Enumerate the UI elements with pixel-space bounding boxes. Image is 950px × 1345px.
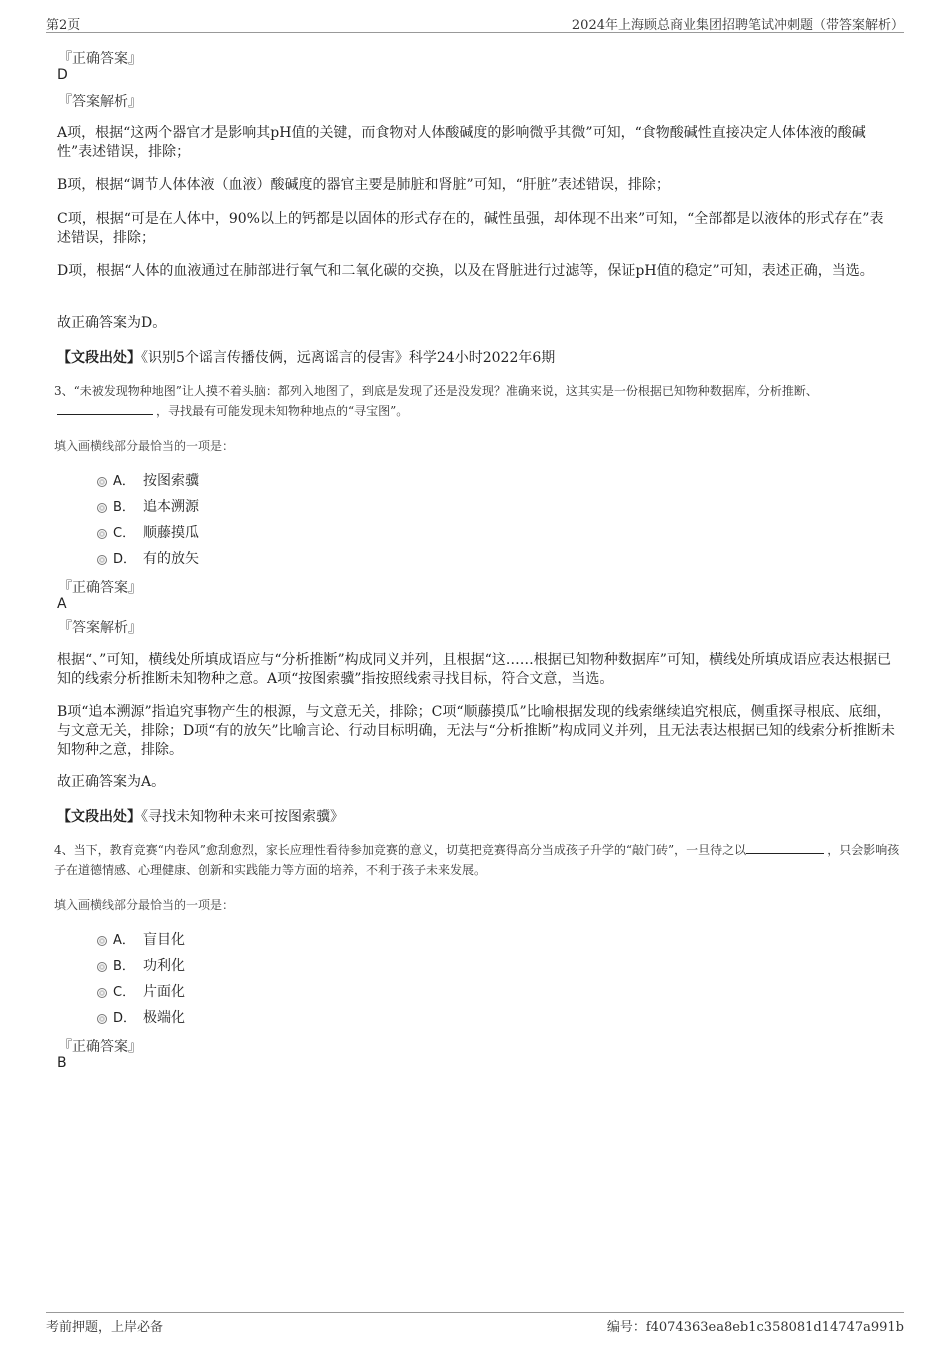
document-title: 2024年上海顾总商业集团招聘笔试冲刺题（带答案解析）: [571, 18, 904, 33]
q2-analysis-a: A项，根据“这两个器官才是影响其pH值的关键，而食物对人体酸碱度的影响微乎其微”可知，“食物酸碱性直接决定人体体液的酸碱性”表述错误，排除；: [57, 125, 866, 160]
q2-analysis-d: D项，根据“人体的血液通过在肺部进行氧气和二氧化碳的交换，以及在肾脏进行过滤等，保证pH值的稳定”可知，表述正确，当选。: [57, 263, 874, 279]
q3-prompt: 填入画横线部分最恰当的一项是：: [54, 439, 235, 453]
radio-icon[interactable]: [97, 477, 107, 487]
q2-analysis-b: B项，根据“调节人体体液（血液）酸碱度的器官主要是肺脏和肾脏”可知，“肝脏”表述错误，排除；: [57, 177, 670, 193]
q2-answer: D: [57, 67, 68, 83]
q4-option-c[interactable]: C． 片面化: [97, 981, 185, 1001]
q3-option-a[interactable]: A． 按图索骥: [97, 470, 199, 490]
radio-icon[interactable]: [97, 962, 107, 972]
q4-option-a[interactable]: A． 盲目化: [97, 929, 185, 949]
q2-analysis-c: C项，根据“可是在人体中，90%以上的钙都是以固体的形式存在的，碱性虽强，却体现不出来”可知，“全部都是以液体的形式存在”表述错误，排除；: [57, 211, 884, 246]
radio-icon[interactable]: [97, 503, 107, 513]
q2-source: [57, 347, 555, 367]
q4-option-b[interactable]: B． 功利化: [97, 955, 185, 975]
page-footer: [46, 1312, 904, 1335]
q3-answer-label: 『正确答案』: [58, 580, 142, 596]
q3-source-text: 《寻找未知物种未来可按图索骥》: [141, 809, 344, 825]
q4-answer-label: 『正确答案』: [58, 1039, 142, 1055]
q3-stem-after: ，寻找最有可能发现未知物种地点的“寻宝图”。: [156, 404, 409, 418]
q2-source-label: 【文段出处】: [57, 350, 141, 366]
q2-source-text: 《识别5个谣言传播伎俩，远离谣言的侵害》科学24小时2022年6期: [141, 350, 556, 366]
q3-analysis-label: 『答案解析』: [58, 620, 142, 636]
q4-stem-after: ，只会影响孩子在道德情感、心理健康、创新和实践能力等方面的培养，不利于孩子未来发展。: [54, 843, 900, 877]
q4-stem-before: 4、当下，教育竞赛“内卷风”愈刮愈烈，家长应理性看待参加竞赛的意义，切莫把竞赛得高分当成孩子升学的“敲门砖”，一旦待之以: [54, 843, 747, 857]
page-header: [46, 14, 904, 33]
q3-conclusion: 故正确答案为A。: [57, 774, 166, 790]
radio-icon[interactable]: [97, 936, 107, 946]
q3-source: [57, 806, 344, 826]
q3-stem-before: 3、“未被发现物种地图”让人摸不着头脑：都列入地图了，到底是发现了还是没发现？准确来说，这其实是一份根据已知物种数据库，分析推断、: [54, 384, 818, 398]
q3-option-b[interactable]: B． 追本溯源: [97, 496, 199, 516]
q3-analysis-main: 根据“、”可知，横线处所填成语应与“分析推断”构成同义并列，且根据“这……根据已知物种数据库”可知，横线处所填成语应表达根据已知的线索分析推断未知物种之意。A项“按图索骥”指按照线索寻找目标，符合文意，当选。: [57, 652, 891, 687]
q3-option-d[interactable]: D． 有的放矢: [97, 548, 199, 568]
page-number: 第2页: [46, 18, 81, 33]
radio-icon[interactable]: [97, 1014, 107, 1024]
q2-analysis-label: 『答案解析』: [58, 94, 142, 110]
q2-answer-label: 『正确答案』: [58, 51, 142, 67]
q3-analysis-others: B项“追本溯源”指追究事物产生的根源，与文意无关，排除；C项“顺藤摸瓜”比喻根据发现的线索继续追究根底，侧重探寻根底、底细，与文意无关，排除；D项“有的放矢”比喻言论、行动目标明确，无法与“分析推断”构成同义并列，且无法表达根据已知的线索分析推断未知物种之意，排除。: [57, 704, 895, 758]
radio-icon[interactable]: [97, 988, 107, 998]
q4-answer: B: [57, 1055, 67, 1071]
q3-answer: A: [57, 596, 67, 612]
document-id: 编号：f4074363ea8eb1c358081d14747a991b: [606, 1320, 904, 1335]
footer-slogan: 考前押题，上岸必备: [46, 1320, 164, 1335]
q3-blank: [57, 402, 153, 415]
q3-stem: [54, 381, 904, 421]
q4-prompt: 填入画横线部分最恰当的一项是：: [54, 898, 235, 912]
q4-blank: [746, 841, 824, 854]
q3-source-label: 【文段出处】: [57, 809, 141, 825]
q4-stem: [54, 840, 904, 880]
radio-icon[interactable]: [97, 555, 107, 565]
q4-option-d[interactable]: D． 极端化: [97, 1007, 185, 1027]
q2-conclusion: 故正确答案为D。: [57, 315, 167, 331]
q3-option-c[interactable]: C． 顺藤摸瓜: [97, 522, 199, 542]
radio-icon[interactable]: [97, 529, 107, 539]
